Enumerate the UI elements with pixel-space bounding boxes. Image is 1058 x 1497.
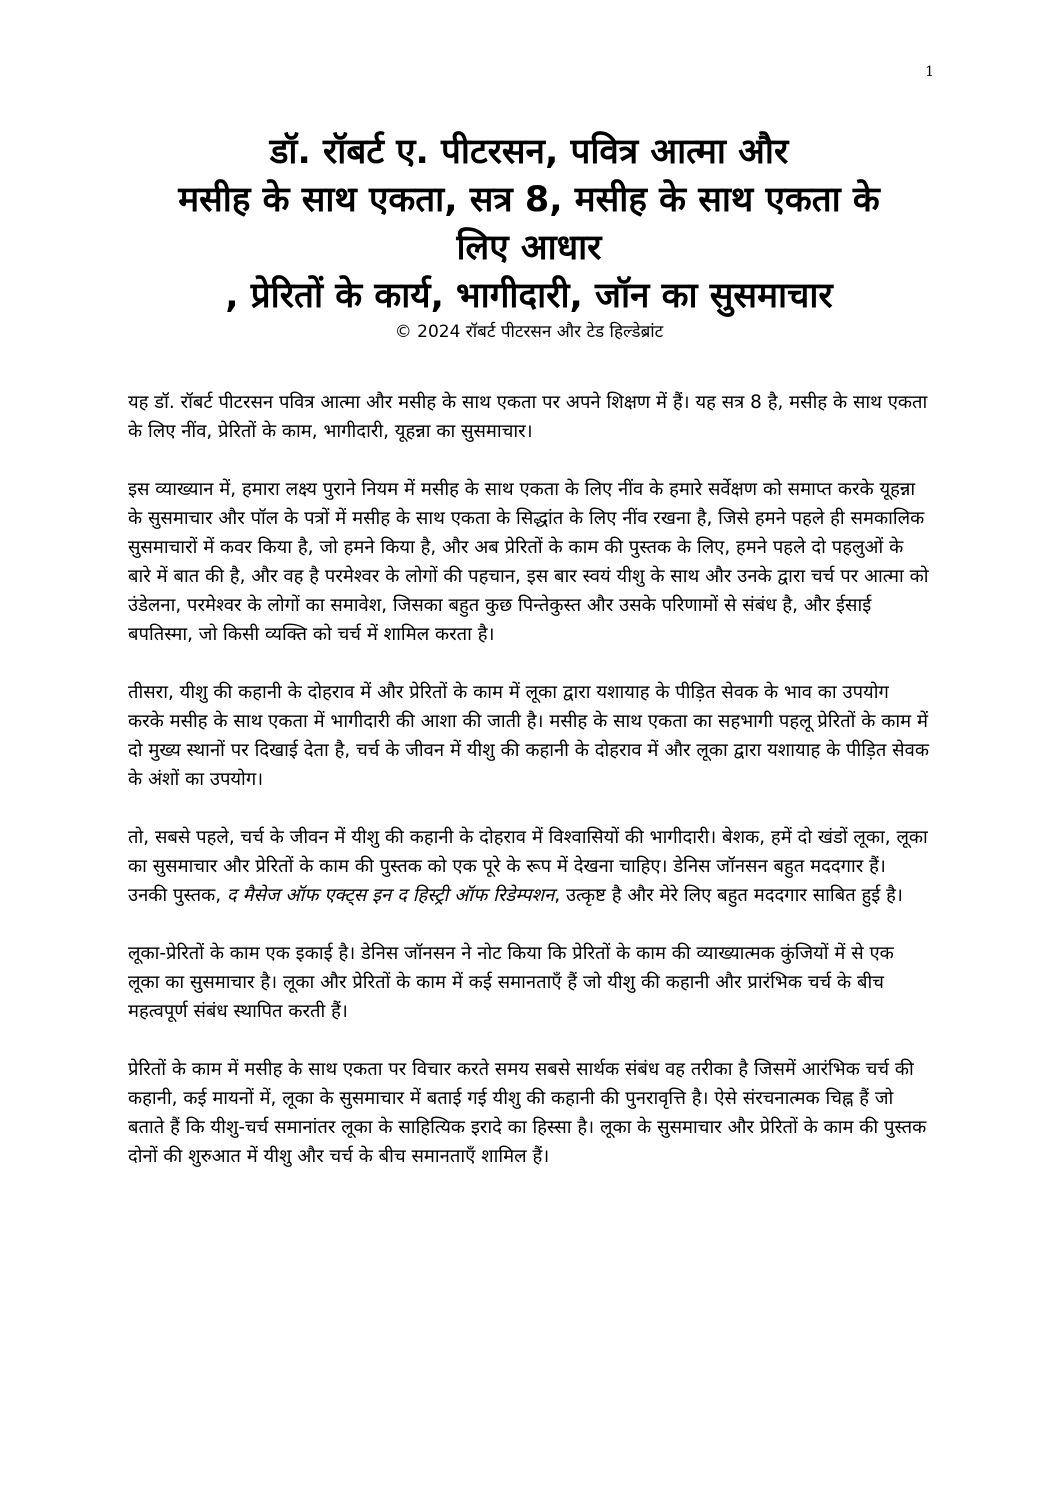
paragraph-4-text-end: , उत्कृष्ट है और मेरे लिए बहुत मददगार साबित हुई है। [554,885,903,906]
copyright-line: © 2024 रॉबर्ट पीटरसन और टेड हिल्डेब्रांट [394,322,664,342]
title-line-1: डॉ. रॉबर्ट ए. पीटरसन, पवित्र आत्मा और [269,132,789,172]
paragraph-4-text-start: तो, सबसे पहले, चर्च के जीवन में यीशु की कहानी के दोहराव में विश्वासियों की भागीदारी। बेशक, हमें दो खंडों लूका, लूका का सुसमाचार और प्रेरितों के काम की पुस्तक को एक पूरे के रूप में देखना चाहिए। डेनिस जॉनसन बहुत मददगार हैं। उनकी पुस्तक, [128,827,928,906]
paragraph-5: लूका-प्रेरितों के काम एक इकाई है। डेनिस जॉनसन ने नोट किया कि प्रेरितों के काम की व्याख्यात्मक कुंजियों में से एक लूका का सुसमाचार है। लूका और प्रेरितों के काम में कई समानताएँ हैं जो यीशु की कहानी और प्रारंभिक चर्च के बीच महत्वपूर्ण संबंध स्थापित करती हैं। [128,943,894,1022]
title-line-4: , प्रेरितों के कार्य, भागीदारी, जॉन का सुसमाचार [225,276,833,316]
paragraph-1: यह डॉ. रॉबर्ट पीटरसन पवित्र आत्मा और मसीह के साथ एकता पर अपने शिक्षण में हैं। यह सत्र 8 है, मसीह के साथ एकता के लिए नींव, प्रेरितों के काम, भागीदारी, यूहन्ना का सुसमाचार। [128,392,928,442]
page-number: 1 [925,64,934,80]
title-line-2: मसीह के साथ एकता, सत्र 8, मसीह के साथ एकता के [178,180,880,220]
paragraph-4 [128,823,930,910]
title-line-3: लिए आधार [456,228,602,268]
title-block [110,128,948,344]
document-body [128,388,930,1200]
book-title: द मैसेज ऑफ एक्ट्स इन द हिस्ट्री ऑफ रिडेम्पशन [226,885,555,906]
paragraph-2: इस व्याख्यान में, हमारा लक्ष्य पुराने नियम में मसीह के साथ एकता के लिए नींव के हमारे सर्वेक्षण को समाप्त करके यूहन्ना के सुसमाचार और पॉल के पत्रों में मसीह के साथ एकता के सिद्धांत के लिए नींव रखना है, जिसे हमने पहले ही समकालिक सुसमाचारों में कवर किया है, जो हमने किया है, और अब प्रेरितों के काम की पुस्तक के लिए, हमने पहले दो पहलुओं के बारे में बात की है, और वह है परमेश्वर के लोगों की पहचान, इस बार स्वयं यीशु के साथ और उनके द्वारा चर्च पर आत्मा को उंडेलना, परमेश्वर के लोगों का समावेश, जिसका बहुत कुछ पिन्तेकुस्त और उसके परिणामों से संबंध है, और ईसाई बपतिस्मा, जो किसी व्यक्ति को चर्च में शामिल करता है। [128,479,929,645]
paragraph-6: प्रेरितों के काम में मसीह के साथ एकता पर विचार करते समय सबसे सार्थक संबंध वह तरीका है जिसमें आरंभिक चर्च की कहानी, कई मायनों में, लूका के सुसमाचार में बताई गई यीशु की कहानी की पुनरावृत्ति है। ऐसे संरचनात्मक चिह्न हैं जो बताते हैं कि यीशु-चर्च समानांतर लूका के साहित्यिक इरादे का हिस्सा है। लूका के सुसमाचार और प्रेरितों के काम की पुस्तक दोनों की शुरुआत में यीशु और चर्च के बीच समानताएँ शामिल हैं। [128,1059,927,1167]
paragraph-3: तीसरा, यीशु की कहानी के दोहराव में और प्रेरितों के काम में लूका द्वारा यशायाह के पीड़ित सेवक के भाव का उपयोग करके मसीह के साथ एकता में भागीदारी की आशा की जाती है। मसीह के साथ एकता का सहभागी पहलू प्रेरितों के काम में दो मुख्य स्थानों पर दिखाई देता है, चर्च के जीवन में यीशु की कहानी के दोहराव में और लूका द्वारा यशायाह के पीड़ित सेवक के अंशों का उपयोग। [128,682,929,790]
